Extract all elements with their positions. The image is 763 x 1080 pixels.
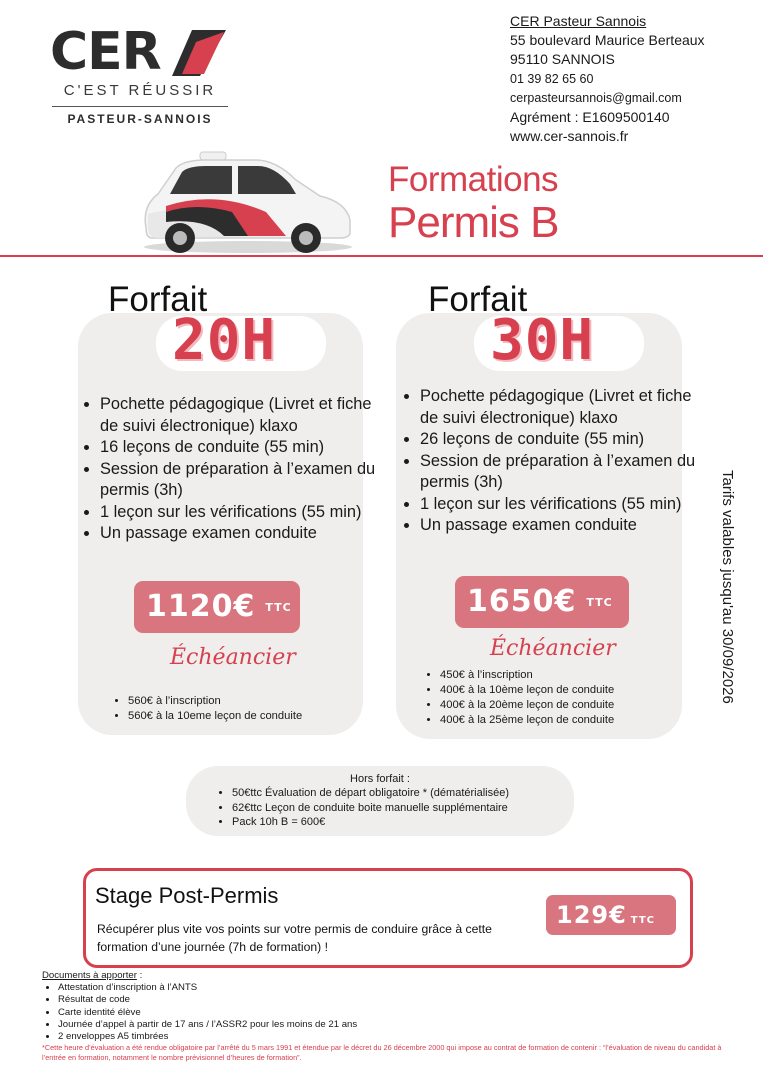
list-item: • 560€ à l’inscription (128, 694, 388, 709)
logo (48, 22, 238, 132)
documents-list (42, 982, 732, 1043)
stage-post-permis-box (83, 868, 693, 968)
price-value: 1650€ (467, 584, 577, 619)
documents-footnote: *Cette heure d’évaluation a été rendue obligatoire par l’arrêté du 5 mars 1991 et étendue par le décret du 26 décembre 2000 qui impose au contrat de formation de contenir : “l’évaluation de niveau du candidat à l’entrée en formation, notamment le nombre prévisionnel d’heures de formation”. (42, 1043, 722, 1062)
stage-title: Stage Post-Permis (95, 883, 279, 908)
list-item: • 26 leçons de conduite (55 min) (420, 429, 706, 451)
list-item: • Résultat de code (58, 994, 732, 1006)
list-item: • Carte identité élève (58, 1007, 732, 1019)
list-item: • Session de préparation à l’examen du permis (3h) (420, 451, 706, 494)
logo-flag-icon (160, 28, 226, 78)
list-item: • Journée d’appel à partir de 17 ans / l’ASSR2 pour les moins de 21 ans (58, 1019, 732, 1031)
echeancier-list (106, 694, 388, 724)
documents-title-suffix: : (136, 970, 143, 981)
contact-email: cerpasteursannois@gmail.com (510, 90, 682, 105)
list-item: • Attestation d’inscription à l’ANTS (58, 982, 732, 994)
stage-price-badge (546, 895, 676, 935)
list-item: • 400€ à la 10ème leçon de conduite (440, 683, 702, 698)
price-suffix: TTC (586, 595, 613, 609)
list-item: • 62€ttc Leçon de conduite boite manuelle supplémentaire (232, 801, 509, 816)
forfait-features (398, 386, 706, 537)
price-value: 1120€ (146, 589, 256, 624)
list-item: • 1 leçon sur les vérifications (55 min) (420, 494, 706, 516)
contact-address-1: 55 boulevard Maurice Berteaux (510, 32, 705, 49)
header-divider (0, 255, 763, 257)
price-badge (134, 581, 300, 633)
page-title-line-1: Formations (388, 160, 559, 199)
documents-title: Documents à apporter (42, 970, 137, 981)
list-item: • Un passage examen conduite (420, 515, 706, 537)
hors-forfait-list (216, 786, 509, 830)
contact-name: CER Pasteur Sannois (510, 13, 647, 29)
list-item: • Session de préparation à l’examen du permis (3h) (100, 459, 386, 502)
stage-description: Récupérer plus vite vos points sur votre permis de conduire grâce à cette formation d’une journée (7h de formation) ! (97, 922, 492, 954)
list-item: • 400€ à la 25ème leçon de conduite (440, 713, 702, 728)
echeancier-label: Échéancier (490, 636, 616, 661)
logo-subtitle: PASTEUR-SANNOIS (67, 112, 213, 126)
contact-address-2: 95110 SANNOIS (510, 51, 615, 68)
contact-block (510, 12, 705, 146)
list-item: • Pack 10h B = 600€ (232, 815, 509, 830)
list-item: • 1 leçon sur les vérifications (55 min) (100, 502, 386, 524)
logo-brand: CER (50, 22, 161, 82)
list-item: • 560€ à la 10eme leçon de conduite (128, 709, 388, 724)
contact-agrement: Agrément : E1609500140 (510, 109, 670, 126)
forfait-features (78, 394, 386, 545)
price-suffix: TTC (265, 600, 292, 614)
forfait-label: Forfait (428, 280, 528, 319)
echeancier-label: Échéancier (170, 645, 296, 670)
stage-price-value: 129€ (556, 901, 627, 929)
list-item: • 50€ttc Évaluation de départ obligatoire * (dématérialisée) (232, 786, 509, 801)
list-item: • 16 leçons de conduite (55 min) (100, 437, 386, 459)
hors-forfait-title: Hors forfait : (350, 773, 410, 785)
validity-text: Tarifs valables jusqu'au 30/09/2026 (719, 470, 736, 704)
page-title-line-2: Permis B (388, 198, 559, 247)
forfait-hours: 30H (490, 308, 595, 373)
stage-price-suffix: TTC (630, 915, 656, 926)
hors-forfait-box (186, 766, 574, 836)
list-item: • 400€ à la 20ème leçon de conduite (440, 698, 702, 713)
validity-note (710, 470, 740, 750)
contact-website: www.cer-sannois.fr (510, 128, 629, 145)
forfait-hours: 20H (172, 308, 277, 373)
logo-tagline: C'EST RÉUSSIR (63, 82, 217, 99)
documents-section (42, 970, 732, 1062)
contact-phone: 01 39 82 65 60 (510, 71, 594, 86)
car-icon (136, 150, 358, 255)
list-item: • Pochette pédagogique (Livret et fiche de suivi électronique) klaxo (420, 386, 706, 429)
list-item: • 450€ à l’inscription (440, 668, 702, 683)
list-item: • Pochette pédagogique (Livret et fiche de suivi électronique) klaxo (100, 394, 386, 437)
forfait-label: Forfait (108, 280, 208, 319)
list-item: • 2 enveloppes A5 timbrées (58, 1031, 732, 1043)
logo-divider (52, 106, 228, 107)
echeancier-list (418, 668, 702, 728)
price-badge (455, 576, 629, 628)
list-item: • Un passage examen conduite (100, 523, 386, 545)
